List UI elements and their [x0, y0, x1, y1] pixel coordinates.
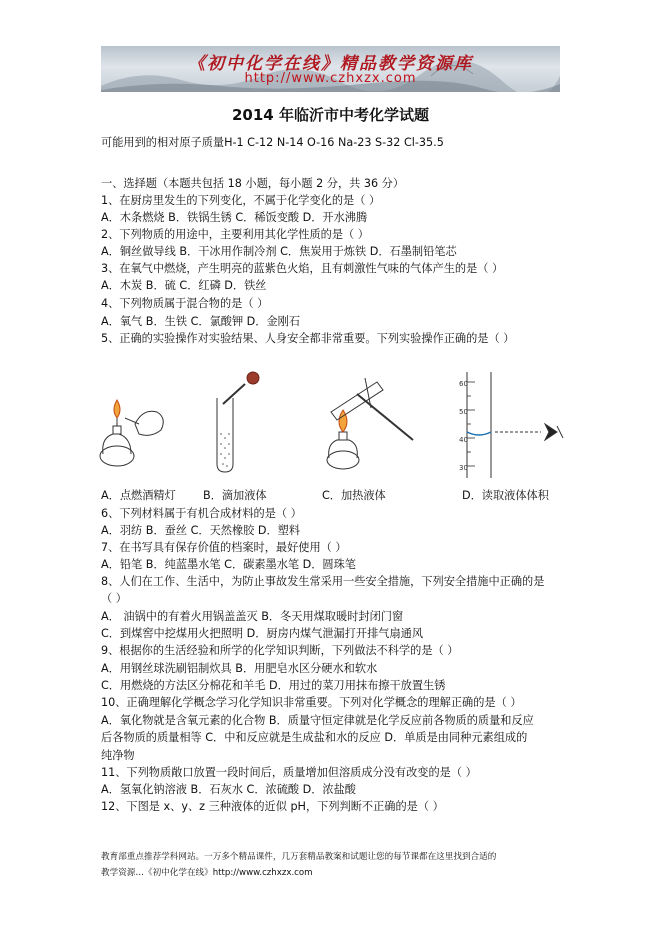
question-5-option-d: D．读取液体体积: [462, 489, 549, 502]
question-9-stem: 9、根据你的生活经验和所学的化学知识判断，下列做法不科学的是（ ）: [101, 644, 459, 657]
question-8-stem: 8、人们在工作、生活中，为防止事故发生常采用一些安全措施，下列安全措施中正确的是: [101, 575, 545, 588]
header-banner: [101, 46, 560, 92]
cylinder-tick-50: 50: [459, 408, 468, 416]
question-12-stem: 12、下图是 x、y、z 三种液体的近似 pH，下列判断不正确的是（ ）: [101, 800, 444, 813]
question-8-options-2: C．到煤窖中挖煤用火把照明 D．厨房内煤气泄漏打开排气扇通风: [101, 627, 424, 640]
question-9-options-1: A．用钢丝球洗刷铝制炊具 B．用肥皂水区分硬水和软水: [101, 662, 378, 675]
question-7-options: A．铅笔 B．纯蓝墨水笔 C．碳素墨水笔 D．圆珠笔: [101, 558, 356, 571]
question-11-options: A．氢氧化钠溶液 B．石灰水 C．浓硫酸 D．浓盐酸: [101, 783, 356, 796]
question-3-stem: 3、在氧气中燃烧，产生明亮的蓝紫色火焰，且有刺激性气味的气体产生的是（ ）: [101, 262, 504, 275]
question-10-stem: 10、正确理解化学概念学习化学知识非常重要。下列对化学概念的理解正确的是（ ）: [101, 696, 522, 709]
question-2-stem: 2、下列物质的用途中，主要利用其化学性质的是（ ）: [101, 228, 369, 241]
question-5-option-b: B．滴加液体: [203, 489, 267, 502]
question-10-line-2: A．氧化物就是含氧元素的化合物 B．质量守恒定律就是化学反应前各物质的质量和反应: [101, 714, 534, 727]
question-10-line-3: 后各物质的质量相等 C．中和反应就是生成盐和水的反应 D．单质是由同种元素组成的: [101, 731, 528, 744]
banner-url-link[interactable]: http://www.czhxzx.com: [244, 71, 417, 86]
footer-line-2[interactable]: 教学资源…《初中化学在线》http://www.czhxzx.com: [101, 868, 313, 878]
footer-line-1: 教育部重点推荐学科网站。一万多个精品课件，几万套精品教案和试题让您的每节课都在这里找到合适的: [101, 852, 497, 862]
graduated-cylinder-figure: [467, 372, 563, 478]
banner-title: 《初中化学在线》精品教学资源库: [188, 54, 473, 74]
question-7-stem: 7、在书写具有保存价值的档案时，最好使用（ ）: [101, 541, 347, 554]
question-3-options: A．木炭 B．硫 C．红磷 D．铁丝: [101, 279, 267, 292]
question-10-line-4: 纯净物: [101, 749, 135, 762]
cylinder-tick-30: 30: [459, 464, 468, 472]
question-6-stem: 6、下列材料属于有机合成材料的是（ ）: [101, 507, 302, 520]
question-1-stem: 1、在厨房里发生的下列变化，不属于化学变化的是（ ）: [101, 194, 381, 207]
dropper-test-tube-figure: [217, 372, 259, 472]
cylinder-tick-60: 60: [459, 380, 468, 388]
cylinder-tick-40: 40: [459, 436, 468, 444]
question-8-options-1: A． 油锅中的有着火用锅盖盖灭 B．冬天用煤取暖时封闭门窗: [101, 610, 404, 623]
question-4-options: A．氧气 B．生铁 C．氯酸钾 D．金刚石: [101, 315, 301, 328]
section-heading: 一、选择题（本题共包括 18 小题，每小题 2 分，共 36 分）: [101, 177, 405, 190]
question-9-options-2: C．用燃烧的方法区分棉花和羊毛 D．用过的菜刀用抹布擦干放置生锈: [101, 679, 446, 692]
lab-operations-figures: [95, 368, 575, 480]
question-6-options: A．羽纺 B．蚕丝 C．天然橡胶 D．塑料: [101, 524, 301, 537]
question-2-options: A．铜丝做导线 B．干冰用作制冷剂 C．焦炭用于炼铁 D．石墨制铅笔芯: [101, 245, 457, 258]
page-title: 2014 年临沂市中考化学试题: [232, 106, 429, 124]
alcohol-lamp-lighting-figure: [100, 400, 163, 466]
question-5-option-c: C．加热液体: [322, 489, 386, 502]
heating-liquid-figure: [327, 378, 413, 469]
question-5-stem: 5、正确的实验操作对实验结果、人身安全都非常重要。下列实验操作正确的是（ ）: [101, 332, 515, 345]
question-8-stem-cont: （ ）: [101, 592, 127, 605]
question-11-stem: 11、下列物质敞口放置一段时间后，质量增加但溶质成分没有改变的是（ ）: [101, 766, 477, 779]
question-4-stem: 4、下列物质属于混合物的是（ ）: [101, 297, 269, 310]
atomic-masses: 可能用到的相对原子质量H-1 C-12 N-14 O-16 Na-23 S-32 Cl-35.5: [101, 136, 444, 149]
question-5-option-a: A．点燃酒精灯: [101, 489, 176, 502]
footer-note: [101, 849, 571, 881]
question-1-options: A．木条燃烧 B．铁锅生锈 C．稀饭变酸 D．开水沸腾: [101, 211, 368, 224]
